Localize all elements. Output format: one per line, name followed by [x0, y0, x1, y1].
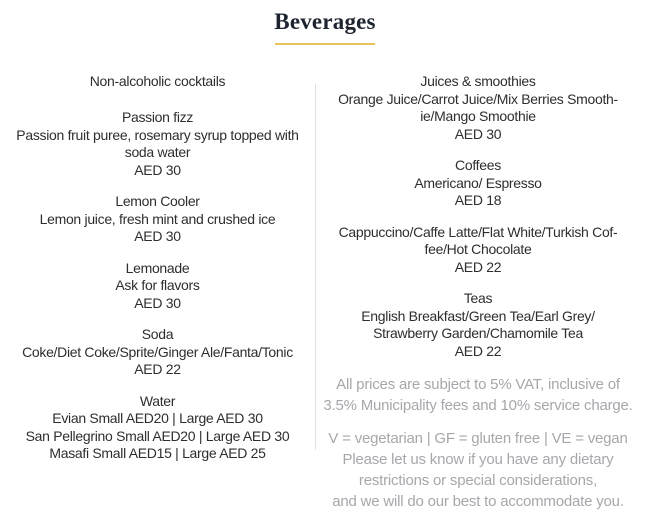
item-price: AED 22 — [454, 342, 502, 359]
note-line: V = vegetarian | GF = gluten free | VE = vegan — [328, 430, 628, 447]
note-line: and we will do our best to accommodate you. — [332, 493, 624, 510]
item-description: Masafi Small AED15 | Large AED 25 — [49, 445, 266, 461]
item-price: AED 30 — [134, 228, 181, 244]
note-line: All prices are subject to 5% VAT, inclusive of — [336, 376, 620, 393]
item-name: Teas — [463, 290, 493, 306]
menu-item-lemon-cooler — [0, 193, 315, 246]
item-description: English Breakfast/Green Tea/Earl Grey/ — [361, 307, 595, 324]
menu-item-soda — [0, 326, 315, 379]
item-name: Coffees — [455, 157, 501, 173]
menu-item-water — [0, 393, 315, 463]
title-underline — [275, 43, 375, 45]
item-description: ie/Mango Smoothie — [420, 108, 536, 124]
item-price: AED 22 — [134, 361, 181, 377]
page-title: Beverages — [274, 9, 376, 34]
item-description: Ask for flavors — [115, 277, 200, 293]
item-description: Passion fruit puree, rosemary syrup topped with — [16, 126, 299, 143]
item-name: Lemonade — [125, 259, 190, 276]
item-description: Lemon juice, fresh mint and crushed ice — [39, 210, 276, 227]
left-column — [0, 73, 315, 477]
item-name: Soda — [141, 326, 174, 342]
note-line: Please let us know if you have any dietary — [342, 451, 614, 468]
menu-item-teas — [322, 290, 634, 360]
item-description: Orange Juice/Carrot Juice/Mix Berries Smooth- — [338, 90, 618, 107]
right-column — [322, 73, 634, 521]
page-header — [0, 0, 650, 45]
menu-item-passion-fizz — [0, 109, 315, 179]
category-block — [0, 73, 315, 91]
note-line: 3.5% Municipality fees and 10% service charge. — [323, 397, 633, 414]
item-description: Evian Small AED20 | Large AED 30 — [52, 410, 263, 426]
menu-item-lemonade — [0, 260, 315, 313]
column-divider — [315, 84, 316, 450]
menu-item-cappuccino-group — [322, 224, 634, 277]
item-description: soda water — [124, 144, 191, 160]
item-description: San Pellegrino Small AED20 | Large AED 30 — [25, 427, 290, 444]
item-price: AED 30 — [454, 125, 502, 142]
item-name: Passion fizz — [121, 109, 194, 125]
item-name: Juices & smoothies — [420, 73, 536, 89]
dietary-note — [322, 428, 634, 512]
note-line: restrictions or special considerations, — [358, 472, 598, 489]
category-header: Non-alcoholic cocktails — [89, 73, 226, 89]
vat-note — [322, 374, 634, 416]
item-price: AED 22 — [454, 258, 502, 275]
item-description: Americano/ Espresso — [414, 174, 542, 191]
menu-item-juices-smoothies — [322, 73, 634, 143]
item-description: fee/Hot Chocolate — [424, 241, 532, 257]
menu-item-coffees — [322, 157, 634, 210]
item-name: Lemon Cooler — [115, 193, 200, 209]
footer-notes — [322, 374, 634, 512]
item-price: AED 18 — [454, 192, 502, 208]
item-description: Cappuccino/Caffe Latte/Flat White/Turkish Cof- — [338, 223, 618, 240]
item-name: Water — [139, 392, 176, 409]
item-price: AED 30 — [134, 294, 181, 311]
item-description: Strawberry Garden/Chamomile Tea — [373, 325, 583, 341]
item-description: Coke/Diet Coke/Sprite/Ginger Ale/Fanta/Tonic — [22, 343, 293, 360]
item-price: AED 30 — [134, 161, 181, 178]
